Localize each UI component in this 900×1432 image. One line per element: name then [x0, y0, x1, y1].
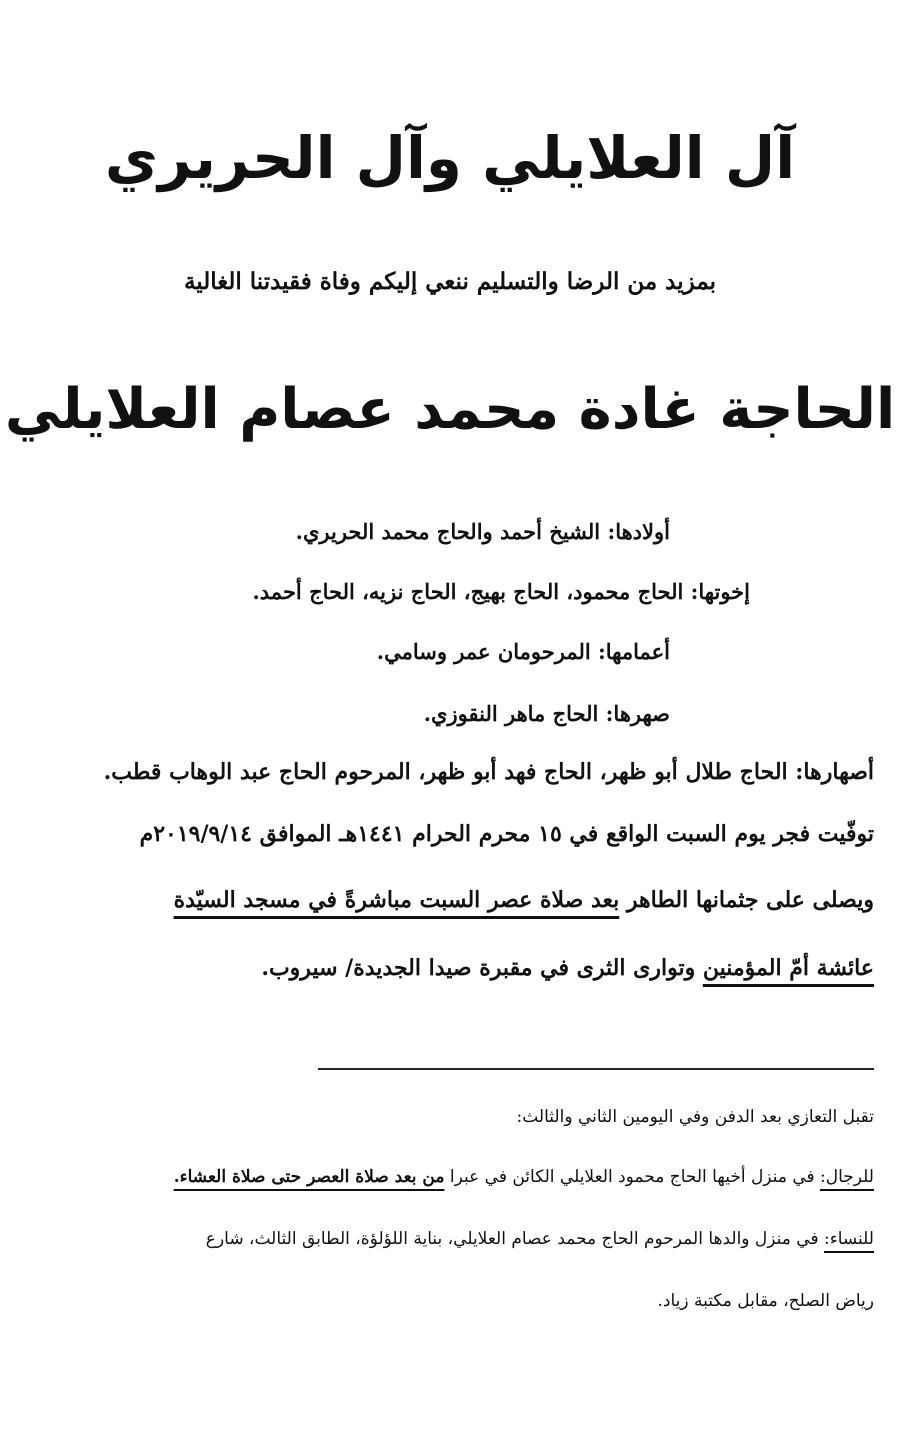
- mosque-name: عائشة أمّ المؤمنين: [702, 955, 874, 981]
- funeral-prayer-line: [26, 880, 874, 920]
- prayer-time-place: بعد صلاة عصر السبت مباشرةً في مسجد السيّدة: [173, 887, 620, 913]
- uncles-line: أعمامها: المرحومان عمر وسامي.: [376, 639, 670, 664]
- siblings-line: إخوتها: الحاج محمود، الحاج بهيج، الحاج نزيه، الحاج أحمد.: [252, 579, 750, 604]
- men-time: من بعد صلاة العصر حتى صلاة العشاء.: [173, 1167, 445, 1187]
- death-date-line: توفّيت فجر يوم السبت الواقع في ١٥ محرم الحرام ١٤٤١هـ الموافق ٢٠١٩/٩/١٤م: [139, 821, 874, 847]
- women-location: في منزل والدها المرحوم الحاج محمد عصام العلايلي، بناية اللؤلؤة، الطابق الثالث، شارع: [205, 1229, 824, 1249]
- son-in-law-line: صهرها: الحاج ماهر النقوزي.: [423, 701, 670, 726]
- in-laws-line: أصهارها: الحاج طلال أبو ظهر، الحاج فهد أبو ظهر، المرحوم الحاج عبد الوهاب قطب.: [103, 759, 874, 785]
- women-condolences-line: [20, 1222, 874, 1256]
- men-location: في منزل أخيها الحاج محمود العلايلي الكائن في عبرا: [444, 1167, 821, 1187]
- burial-place: وتوارى الثرى في مقبرة صيدا الجديدة/ سيروب.: [261, 955, 703, 981]
- prayer-intro: ويصلى على جثمانها الطاهر: [619, 887, 874, 913]
- burial-line: [26, 948, 874, 988]
- women-label: للنساء:: [823, 1229, 874, 1249]
- announcement-subtitle: بمزيد من الرضا والتسليم ننعي إليكم وفاة فقيدتنا الغالية: [183, 268, 717, 295]
- children-line: أولادها: الشيخ أحمد والحاج محمد الحريري.: [295, 519, 670, 544]
- men-condolences-line: [20, 1160, 874, 1194]
- families-title: آل العلايلي وآل الحريري: [104, 124, 796, 192]
- deceased-name: الحاجة غادة محمد عصام العلايلي: [4, 377, 896, 442]
- women-location-continued: رياض الصلح، مقابل مكتبة زياد.: [657, 1291, 874, 1311]
- section-divider: [318, 1068, 874, 1070]
- men-label: للرجال:: [820, 1167, 874, 1187]
- condolences-intro: تقبل التعازي بعد الدفن وفي اليومين الثاني والثالث:: [516, 1107, 874, 1127]
